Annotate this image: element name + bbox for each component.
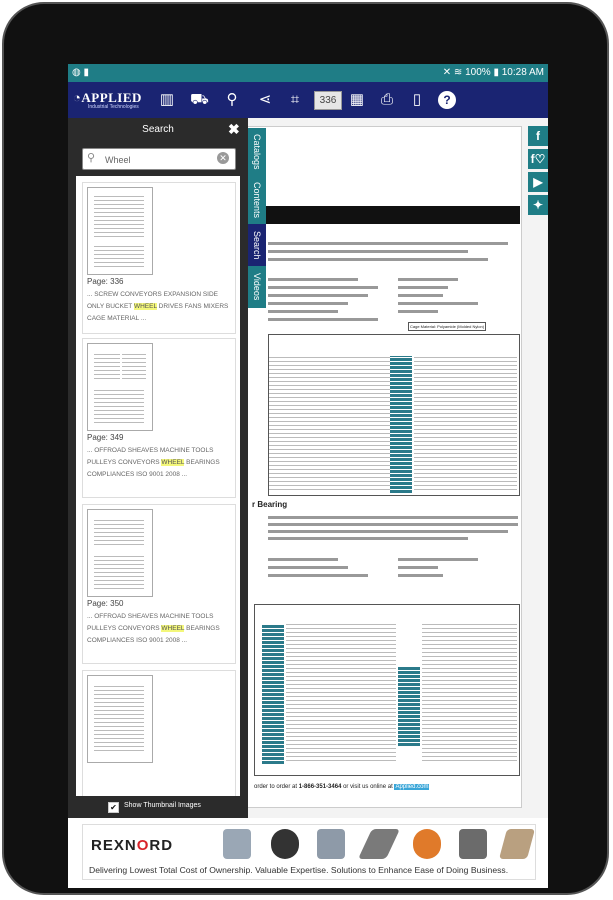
bearing-image <box>413 829 441 859</box>
result-highlight: WHEEL <box>161 625 185 632</box>
text-line <box>268 558 338 561</box>
text-line <box>268 250 468 253</box>
battery-level: 100% <box>465 67 491 78</box>
tab-contents[interactable]: Contents <box>248 176 266 224</box>
screen <box>68 64 548 875</box>
twitter-icon[interactable]: ✦ <box>528 195 548 215</box>
search-results-list[interactable] <box>76 176 240 806</box>
location-icon[interactable]: ⚲ <box>226 91 238 108</box>
cart-icon[interactable]: ⛟ <box>190 91 209 108</box>
part-number-links[interactable] <box>262 624 284 764</box>
result-highlight: WHEEL <box>133 303 157 310</box>
drive-image <box>459 829 487 859</box>
facebook-like-icon[interactable]: f♡ <box>528 149 548 169</box>
cage-material-label: Cage Material: Polyamide (Molded Nylon) <box>410 324 485 329</box>
logo-subtitle: Industrial Technologies <box>88 104 139 110</box>
status-bar <box>68 64 548 82</box>
result-page: Page: 350 <box>87 599 124 608</box>
result-highlight: WHEEL <box>161 459 185 466</box>
text-line <box>398 558 478 561</box>
grid-icon[interactable]: ▦ <box>349 91 365 108</box>
bookmark-icon[interactable]: ▯ <box>412 91 422 108</box>
page-number-box[interactable]: 336 <box>314 91 342 110</box>
youtube-icon[interactable]: ▶ <box>528 172 548 192</box>
search-input[interactable] <box>103 151 217 168</box>
rexnord-logo: REXNORD <box>91 837 174 854</box>
close-icon[interactable]: ✖ <box>228 121 240 137</box>
text-line <box>398 294 443 297</box>
order-info: order to order at 1-866-351-3464 or visit us online at Applied.com <box>254 784 429 790</box>
text-line <box>398 278 458 281</box>
order-phone[interactable]: 1-866-351-3464 <box>298 784 342 790</box>
result-snippet: ... OFFROAD SHEAVES MACHINE TOOLS PULLEYS CONVEYORS WHEEL BEARINGS COMPLIANCES ISO 9001 2008 ... <box>87 613 220 644</box>
show-thumbnails-checkbox[interactable]: ✔ <box>108 802 119 813</box>
result-snippet: ... OFFROAD SHEAVES MACHINE TOOLS PULLEYS CONVEYORS WHEEL BEARINGS COMPLIANCES ISO 9001 2008 ... <box>87 447 220 478</box>
logo-mark-icon: ◔ <box>73 90 82 105</box>
tab-videos[interactable]: Videos <box>248 266 266 308</box>
text-line <box>268 294 368 297</box>
result-snippet: ... SCREW CONVEYORS EXPANSION SIDE ONLY BUCKET WHEEL DRIVES FANS MIXERS CAGE MATERIAL ... <box>87 291 229 322</box>
gearbox-image <box>223 829 251 859</box>
housing-table-rows <box>286 624 396 764</box>
text-line <box>268 258 488 261</box>
search-panel <box>68 118 248 818</box>
text-line <box>268 310 338 313</box>
chain-image <box>358 829 400 859</box>
search-result[interactable] <box>82 338 236 498</box>
text-line <box>268 523 518 526</box>
show-thumbnails-label: Show Thumbnail Images <box>124 802 201 809</box>
section-heading: r Bearing <box>252 500 288 509</box>
coupling-image <box>317 829 345 859</box>
text-line <box>268 537 468 540</box>
status-notification-icons: ◍ ▮ <box>72 67 90 78</box>
bearing-table-rows <box>269 356 399 493</box>
text-line <box>268 530 508 533</box>
search-icon: ⚲ <box>87 152 96 164</box>
tab-catalogs[interactable]: Catalogs <box>248 128 266 176</box>
search-panel-title: Search <box>142 124 174 135</box>
part-number-links[interactable] <box>398 666 420 746</box>
bearing-table-rows <box>414 356 517 493</box>
applied-link[interactable]: Applied.com <box>395 784 429 790</box>
search-result[interactable] <box>82 182 236 334</box>
applied-logo[interactable]: ◔APPLIED <box>73 90 142 105</box>
tab-search[interactable]: Search <box>248 224 266 266</box>
result-thumbnail[interactable] <box>87 509 153 597</box>
text-line <box>398 310 438 313</box>
search-box[interactable] <box>82 148 236 170</box>
search-result[interactable] <box>82 504 236 664</box>
banner-frame <box>82 824 536 880</box>
catalog-library-icon[interactable]: ▥ <box>159 91 175 108</box>
app-toolbar <box>68 82 548 118</box>
text-line <box>268 566 348 569</box>
text-line <box>398 302 478 305</box>
facebook-icon[interactable]: f <box>528 126 548 146</box>
text-line <box>268 302 348 305</box>
banner-tagline: Delivering Lowest Total Cost of Ownership. Valuable Expertise. Solutions to Enhance Ease of Doing Business. <box>89 865 509 875</box>
housing-table-rows <box>422 624 517 764</box>
text-line <box>268 278 358 281</box>
text-line <box>398 566 438 569</box>
motor-image <box>271 829 299 859</box>
text-line <box>268 318 378 321</box>
text-line <box>268 516 518 519</box>
text-line <box>398 286 448 289</box>
thumbnail-toggle[interactable] <box>68 796 248 818</box>
status-right <box>443 67 544 78</box>
text-line <box>268 286 378 289</box>
pdf-icon[interactable]: ⎙ <box>380 91 393 108</box>
result-thumbnail[interactable] <box>87 187 153 275</box>
part-number-links[interactable] <box>390 356 412 493</box>
clear-search-icon[interactable]: ✕ <box>217 152 229 164</box>
belt-image <box>499 829 535 859</box>
result-page: Page: 336 <box>87 277 124 286</box>
text-line <box>268 574 368 577</box>
clock: 10:28 AM <box>501 67 544 78</box>
wifi-icon: ✕ ≋ <box>442 67 463 78</box>
battery-icon: ▮ <box>493 67 499 78</box>
crop-icon[interactable]: ⌗ <box>290 91 300 108</box>
result-thumbnail[interactable] <box>87 343 153 431</box>
result-thumbnail[interactable] <box>87 675 153 763</box>
text-line <box>398 574 443 577</box>
text-line <box>268 242 508 245</box>
result-page: Page: 349 <box>87 433 124 442</box>
share-icon[interactable]: ⋖ <box>258 91 272 108</box>
help-icon[interactable]: ? <box>438 91 456 109</box>
page-header-bar <box>246 206 520 224</box>
rexnord-banner[interactable] <box>68 818 548 888</box>
